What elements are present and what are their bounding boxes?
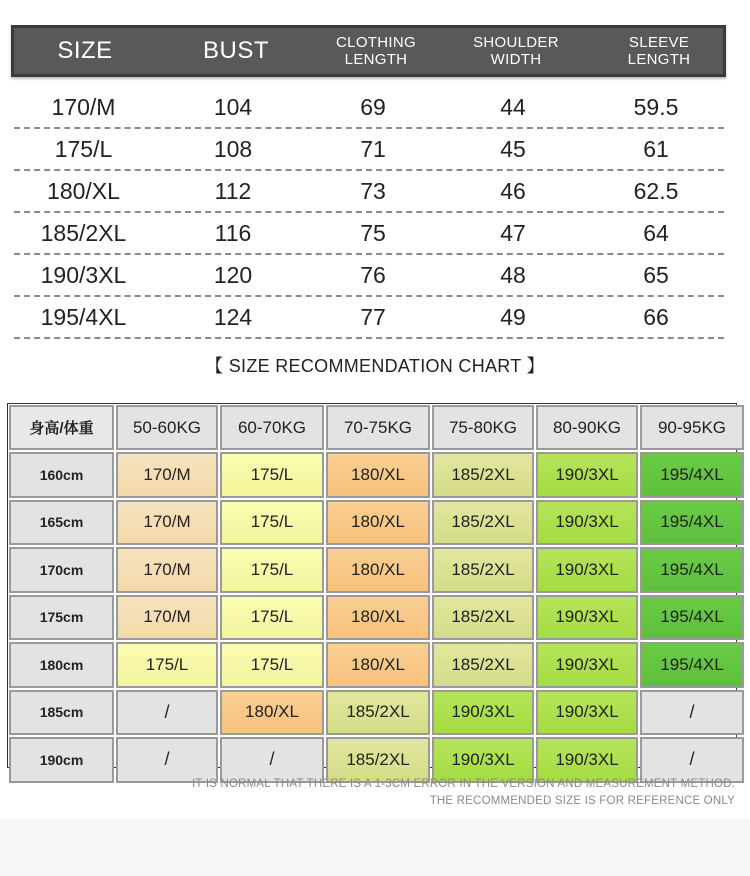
table-row	[14, 129, 724, 171]
recommended-size-cell: 195/4XL	[640, 595, 744, 641]
recommended-size-cell: /	[116, 690, 218, 736]
table-cell: 46	[500, 177, 526, 204]
recommended-size-cell: 185/2XL	[326, 690, 430, 736]
header-bust: BUST	[202, 37, 269, 64]
weight-header: 80-90KG	[536, 405, 638, 450]
table-cell: 71	[360, 135, 386, 162]
table-cell: 73	[360, 177, 386, 204]
height-header: 175cm	[9, 595, 114, 641]
table-row	[14, 87, 724, 129]
recommended-size-cell: 180/XL	[326, 642, 430, 688]
table-cell: 195/4XL	[40, 303, 127, 330]
recommended-size-cell: 175/L	[220, 452, 324, 498]
recommendation-grid	[7, 403, 737, 768]
height-header: 165cm	[9, 500, 114, 546]
recommended-size-cell: 185/2XL	[432, 452, 534, 498]
table-cell: 175/L	[54, 135, 113, 162]
bottom-band	[0, 818, 750, 876]
table-cell: 44	[500, 93, 526, 120]
height-header: 185cm	[9, 690, 114, 736]
corner-label: 身高/体重	[9, 405, 114, 450]
table-cell: 77	[360, 303, 386, 330]
reference-note: THE RECOMMENDED SIZE IS FOR REFERENCE ONLY	[429, 795, 735, 807]
table-cell: 124	[213, 303, 253, 330]
recommended-size-cell: /	[640, 737, 744, 783]
height-header: 180cm	[9, 642, 114, 688]
recommended-size-cell: 185/2XL	[432, 642, 534, 688]
table-row	[14, 255, 724, 297]
height-header: 190cm	[9, 737, 114, 783]
height-header: 160cm	[9, 452, 114, 498]
table-cell: 170/M	[51, 93, 116, 120]
weight-header: 75-80KG	[432, 405, 534, 450]
recommended-size-cell: 170/M	[116, 452, 218, 498]
table-cell: 65	[643, 261, 669, 288]
recommended-size-cell: 190/3XL	[536, 547, 638, 593]
weight-header: 50-60KG	[116, 405, 218, 450]
recommended-size-cell: 175/L	[220, 500, 324, 546]
recommended-size-cell: /	[116, 737, 218, 783]
table-cell: 112	[214, 177, 252, 204]
table-cell: 108	[213, 135, 253, 162]
recommended-size-cell: 180/XL	[326, 595, 430, 641]
recommended-size-cell: 170/M	[116, 500, 218, 546]
recommended-size-cell: 175/L	[220, 642, 324, 688]
header-sleeve-length: SLEEVE LENGTH	[627, 34, 691, 68]
recommended-size-cell: 195/4XL	[640, 452, 744, 498]
table-cell: 66	[643, 303, 669, 330]
recommendation-title: 【 SIZE RECOMMENDATION CHART 】	[205, 356, 545, 376]
recommended-size-cell: 190/3XL	[536, 452, 638, 498]
recommended-size-cell: 190/3XL	[536, 737, 638, 783]
table-cell: 185/2XL	[40, 219, 127, 246]
table-cell: 49	[500, 303, 526, 330]
recommended-size-cell: 180/XL	[326, 500, 430, 546]
table-cell: 120	[213, 261, 253, 288]
table-cell: 61	[643, 135, 669, 162]
table-cell: 116	[214, 219, 252, 246]
recommended-size-cell: 190/3XL	[536, 690, 638, 736]
size-table-body	[14, 87, 724, 339]
recommended-size-cell: 195/4XL	[640, 500, 744, 546]
table-cell: 75	[360, 219, 386, 246]
recommended-size-cell: /	[220, 737, 324, 783]
recommended-size-cell: 175/L	[220, 595, 324, 641]
table-row	[14, 171, 724, 213]
table-cell: 59.5	[633, 93, 679, 120]
recommended-size-cell: 195/4XL	[640, 547, 744, 593]
recommended-size-cell: 190/3XL	[536, 642, 638, 688]
recommended-size-cell: 195/4XL	[640, 642, 744, 688]
table-cell: 76	[360, 261, 386, 288]
table-cell: 62.5	[633, 177, 679, 204]
recommended-size-cell: 185/2XL	[432, 500, 534, 546]
recommended-size-cell: 180/XL	[326, 452, 430, 498]
size-table-header	[11, 25, 726, 77]
error-note: IT IS NORMAL THAT THERE IS A 1-3CM ERROR IN THE VERSION AND MEASUREMENT METHOD.	[192, 778, 735, 790]
table-row	[14, 213, 724, 255]
weight-header: 70-75KG	[326, 405, 430, 450]
recommended-size-cell: 180/XL	[326, 547, 430, 593]
table-cell: 180/XL	[47, 177, 120, 204]
recommended-size-cell: 170/M	[116, 595, 218, 641]
recommended-size-cell: 185/2XL	[326, 737, 430, 783]
recommended-size-cell: 175/L	[116, 642, 218, 688]
recommended-size-cell: 190/3XL	[432, 690, 534, 736]
height-header: 170cm	[9, 547, 114, 593]
header-shoulder-width: SHOULDER WIDTH	[473, 34, 559, 68]
table-cell: 48	[500, 261, 526, 288]
header-size: SIZE	[57, 37, 113, 64]
recommended-size-cell: 180/XL	[220, 690, 324, 736]
recommended-size-cell: 170/M	[116, 547, 218, 593]
table-cell: 64	[643, 219, 669, 246]
recommended-size-cell: 175/L	[220, 547, 324, 593]
recommended-size-cell: 190/3XL	[536, 500, 638, 546]
recommended-size-cell: 190/3XL	[432, 737, 534, 783]
weight-header: 60-70KG	[220, 405, 324, 450]
recommended-size-cell: 185/2XL	[432, 595, 534, 641]
table-cell: 190/3XL	[40, 261, 127, 288]
table-cell: 45	[500, 135, 526, 162]
table-cell: 47	[500, 219, 526, 246]
header-clothing-length: CLOTHING LENGTH	[336, 34, 416, 68]
recommended-size-cell: /	[640, 690, 744, 736]
table-cell: 104	[213, 93, 253, 120]
table-cell: 69	[360, 93, 386, 120]
recommended-size-cell: 185/2XL	[432, 547, 534, 593]
table-row	[14, 297, 724, 339]
weight-header: 90-95KG	[640, 405, 744, 450]
recommended-size-cell: 190/3XL	[536, 595, 638, 641]
